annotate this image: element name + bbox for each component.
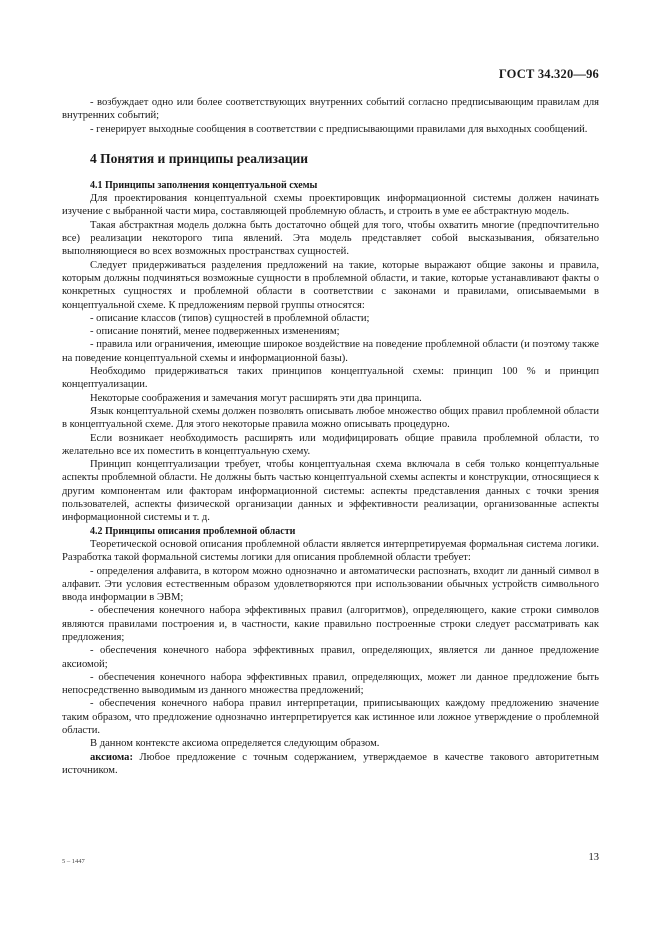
paragraph: Если возникает необходимость расширять или модифицировать общие правила проблемной области, то желательно все их поместить в концептуальную схему.: [62, 432, 599, 457]
print-mark: 5 – 1447: [62, 858, 85, 865]
list-item: - правила или ограничения, имеющие широкое воздействие на поведение проблемной области (и поэтому также на поведение концептуальной схемы и информационной базы).: [62, 339, 599, 364]
page-number: 13: [588, 852, 599, 863]
list-item: - обеспечения конечного набора эффективных правил, определяющих, является ли данное предложение аксиомой;: [62, 645, 599, 670]
paragraph: В данном контексте аксиома определяется следующим образом.: [90, 738, 380, 750]
document-code-header: ГОСТ 34.320—96: [498, 67, 599, 81]
paragraph: - возбуждает одно или более соответствующих внутренних событий согласно предписывающим правилам для внутренних событий;: [62, 97, 599, 122]
list-item: - описание понятий, менее подверженных изменениям;: [90, 326, 340, 338]
list-item: - обеспечения конечного набора эффективных правил (алгоритмов), определяющего, какие строки символов являются правилами построения и, в частности, какие правильно построенные строки следует рассматривать как предложения;: [62, 605, 599, 643]
paragraph: Язык концептуальной схемы должен позволять описывать любое множество общих правил проблемной области в концептуальной схеме. Для этого некоторые правила можно описывать процедурно.: [62, 405, 599, 431]
definition-text: Любое предложение с точным содержанием, утверждаемое в качестве такового авторитетным источником.: [62, 751, 599, 776]
paragraph: Некоторые соображения и замечания могут расширять эти два принципа.: [90, 392, 422, 404]
paragraph: Принцип концептуализации требует, чтобы концептуальная схема включала в себя только концептуальные аспекты проблемной области. Не должны быть частью концептуальной схемы аспекты и конструкции, относящиеся к другим компонентам или факторам информационной системы: аспекты представления данных с точки зрения пользователей, аспекты физической организации данных и эффективности реализации, организованные аспекты информационной системы и т. д.: [62, 459, 599, 524]
definition-term: аксиома:: [90, 751, 134, 763]
definition-paragraph: [62, 751, 599, 778]
page-body: [62, 96, 599, 777]
paragraph: Следует придерживаться разделения предложений на такие, которые выражают общие законы и правила, которым должны подчиняться возможные сущности в проблемной области, и такие, которые устанавливают факты о конкретных сущностях и проблемной области в соответствии с законами и правилами, описываемыми в концептуальной схеме. К предложениям первой группы относятся:: [62, 259, 599, 311]
section-heading: 4 Понятия и принципы реализации: [90, 150, 309, 166]
paragraph: Необходимо придерживаться таких принципов концептуальной схемы: принцип 100 % и принцип концептуализации.: [62, 366, 599, 391]
paragraph: Для проектирования концептуальной схемы проектировщик информационной системы должен начинать изучение с выбранной части мира, составляющей проблемную область, и строить в уме ее абстрактную модель.: [62, 193, 599, 218]
list-item: - обеспечения конечного набора правил интерпретации, приписывающих каждому предложению значение таким образом, что предложение однозначно интерпретируется как истинное или ложное утверждение о проблемной области.: [62, 698, 599, 737]
paragraph: Такая абстрактная модель должна быть достаточно общей для того, чтобы охватить многие (предпочтительно все) реализации некоторого типа явлений. Эта модель представляет собой высказывания, обязательно выполняющиеся во всех возможных пространствах сущностей.: [62, 219, 599, 258]
list-item: - описание классов (типов) сущностей в проблемной области;: [90, 312, 370, 324]
list-item: - определения алфавита, в котором можно однозначно и автоматически распознать, входит ли данный символ в алфавит. Эти условия естественным образом удовлетворяются при использовании обычных устройств символьного ввода информации в ЭВМ;: [62, 565, 599, 604]
subsection-heading: 4.1 Принципы заполнения концептуальной схемы: [90, 179, 318, 191]
paragraph: - генерирует выходные сообщения в соответствии с предписывающими правилами для выходных сообщений.: [90, 123, 588, 135]
paragraph: Теоретической основой описания проблемной области является интерпретируемая формальная система логики. Разработка такой формальной системы логики для описания проблемной области требует:: [62, 538, 599, 564]
list-item: - обеспечения конечного набора эффективных правил, определяющих, может ли данное предложение быть непосредственно выводимым из данного множества предложений;: [62, 671, 599, 697]
subsection-heading: 4.2 Принципы описания проблемной области: [90, 525, 296, 537]
